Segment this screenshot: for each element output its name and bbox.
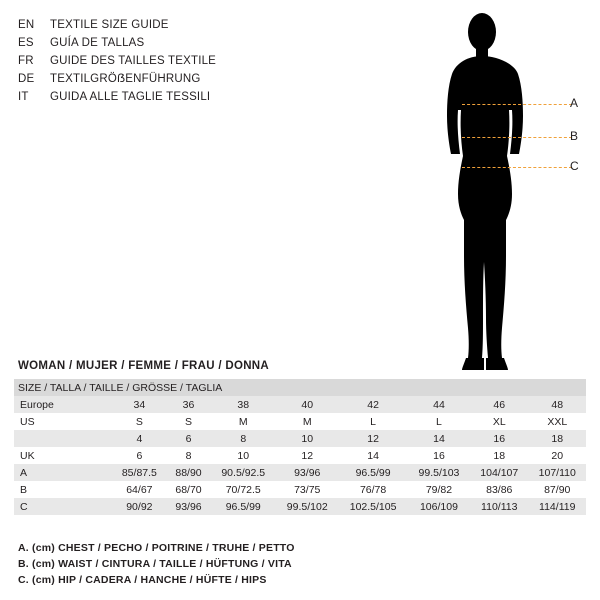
table-row xyxy=(14,447,586,464)
marker-label-c: C xyxy=(570,159,579,173)
marker-label-a: A xyxy=(570,96,579,110)
table-cell: S xyxy=(112,413,167,430)
table-cell: 18 xyxy=(528,430,586,447)
legend-item-b: B. (cm) WAIST / CINTURA / TAILLE / HÜFTUNG / VITA xyxy=(18,558,292,570)
table-cell: 36 xyxy=(167,396,211,413)
table-cell: 107/110 xyxy=(528,464,586,481)
table-cell: 79/82 xyxy=(408,481,470,498)
table-cell: 99.5/103 xyxy=(408,464,470,481)
table-cell: S xyxy=(167,413,211,430)
table-cell: 38 xyxy=(210,396,276,413)
table-cell: 16 xyxy=(408,447,470,464)
language-code: ES xyxy=(18,37,34,49)
table-header-label: SIZE / TALLA / TAILLE / GRÖSSE / TAGLIA xyxy=(14,379,586,396)
row-label: B xyxy=(14,481,112,498)
table-row xyxy=(14,498,586,515)
table-cell: 6 xyxy=(112,447,167,464)
table-row xyxy=(14,430,586,447)
marker-row-b xyxy=(420,131,595,145)
table-cell: 4 xyxy=(112,430,167,447)
language-title-block xyxy=(18,16,318,106)
table-cell: 12 xyxy=(338,430,408,447)
table-row xyxy=(14,413,586,430)
table-cell: 114/119 xyxy=(528,498,586,515)
table-cell: 87/90 xyxy=(528,481,586,498)
table-cell: L xyxy=(338,413,408,430)
table-cell: 104/107 xyxy=(470,464,528,481)
marker-label-b: B xyxy=(570,129,579,143)
table-cell: 14 xyxy=(338,447,408,464)
row-label: UK xyxy=(14,447,112,464)
table-cell: XXL xyxy=(528,413,586,430)
table-cell: 106/109 xyxy=(408,498,470,515)
female-silhouette-icon xyxy=(420,6,595,376)
table-cell: M xyxy=(210,413,276,430)
table-cell: 90/92 xyxy=(112,498,167,515)
table-cell: 68/70 xyxy=(167,481,211,498)
language-code: EN xyxy=(18,19,35,31)
table-cell: 8 xyxy=(167,447,211,464)
language-title: GUIDE DES TAILLES TEXTILE xyxy=(50,55,217,67)
table-cell: 88/90 xyxy=(167,464,211,481)
marker-dash-line xyxy=(462,167,572,168)
table-cell: M xyxy=(276,413,338,430)
table-cell: 44 xyxy=(408,396,470,413)
language-row xyxy=(18,88,318,106)
table-cell: 42 xyxy=(338,396,408,413)
row-label: Europe xyxy=(14,396,112,413)
language-title: TEXTILGRÖẞENFÜHRUNG xyxy=(50,73,201,85)
legend-item-c: C. (cm) HIP / CADERA / HANCHE / HÜFTE / HIPS xyxy=(18,574,267,586)
table-cell: 64/67 xyxy=(112,481,167,498)
table-cell: 16 xyxy=(470,430,528,447)
table-cell: 48 xyxy=(528,396,586,413)
row-label: C xyxy=(14,498,112,515)
table-row xyxy=(14,396,586,413)
table-row xyxy=(14,481,586,498)
section-title: WOMAN / MUJER / FEMME / FRAU / DONNA xyxy=(18,360,270,372)
table-cell: 90.5/92.5 xyxy=(210,464,276,481)
row-label: A xyxy=(14,464,112,481)
table-cell: 96.5/99 xyxy=(338,464,408,481)
table-cell: 99.5/102 xyxy=(276,498,338,515)
table-header-row xyxy=(14,379,586,396)
marker-dash-line xyxy=(462,137,572,138)
table-cell: 110/113 xyxy=(470,498,528,515)
table-cell: 73/75 xyxy=(276,481,338,498)
table-cell: 102.5/105 xyxy=(338,498,408,515)
table-cell: 8 xyxy=(210,430,276,447)
table-cell: 40 xyxy=(276,396,338,413)
table-cell: 34 xyxy=(112,396,167,413)
table-cell: 20 xyxy=(528,447,586,464)
marker-row-c xyxy=(420,161,595,175)
table-cell: XL xyxy=(470,413,528,430)
table-cell: 18 xyxy=(470,447,528,464)
table-cell: 12 xyxy=(276,447,338,464)
table-cell: L xyxy=(408,413,470,430)
table-cell: 93/96 xyxy=(167,498,211,515)
table-cell: 76/78 xyxy=(338,481,408,498)
row-label xyxy=(14,430,112,447)
female-body-figure xyxy=(420,6,595,376)
language-code: FR xyxy=(18,55,34,67)
language-title: GUIDA ALLE TAGLIE TESSILI xyxy=(50,91,211,103)
table-cell: 6 xyxy=(167,430,211,447)
table-cell: 96.5/99 xyxy=(210,498,276,515)
table-cell: 10 xyxy=(210,447,276,464)
table-cell: 83/86 xyxy=(470,481,528,498)
table-cell: 93/96 xyxy=(276,464,338,481)
table-row xyxy=(14,464,586,481)
language-code: DE xyxy=(18,73,35,85)
language-row xyxy=(18,52,318,70)
table-cell: 14 xyxy=(408,430,470,447)
marker-dash-line xyxy=(462,104,572,105)
row-label: US xyxy=(14,413,112,430)
measurement-legend xyxy=(18,540,578,588)
language-row xyxy=(18,70,318,88)
marker-row-a xyxy=(420,98,595,112)
table-cell: 70/72.5 xyxy=(210,481,276,498)
table-cell: 46 xyxy=(470,396,528,413)
size-table xyxy=(14,379,586,515)
language-row xyxy=(18,34,318,52)
language-code: IT xyxy=(18,91,29,103)
language-row xyxy=(18,16,318,34)
language-title: GUÍA DE TALLAS xyxy=(50,37,145,49)
table-cell: 10 xyxy=(276,430,338,447)
language-title: TEXTILE SIZE GUIDE xyxy=(50,19,169,31)
table-cell: 85/87.5 xyxy=(112,464,167,481)
legend-item-a: A. (cm) CHEST / PECHO / POITRINE / TRUHE / PETTO xyxy=(18,542,295,554)
